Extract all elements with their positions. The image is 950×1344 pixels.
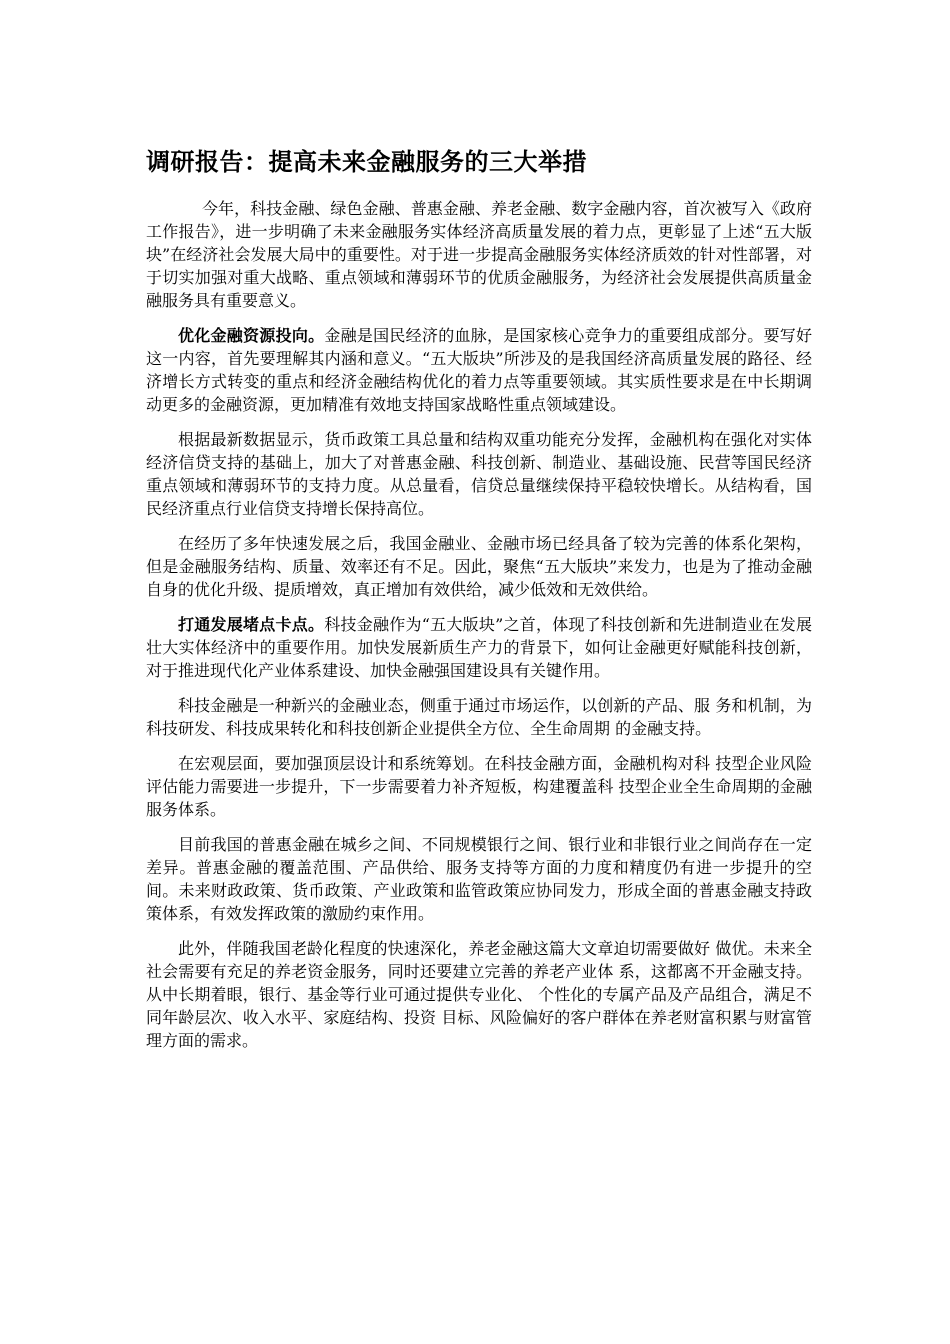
paragraph-inclusive-finance bbox=[146, 833, 812, 925]
paragraph-text: 根据最新数据显示，货币政策工具总量和结构双重功能充分发挥，金融机构在强化对实体经济信贷支持的基础上，加大了对普惠金融、科技创新、制造业、基础设施、民营等国民经济重点领域和薄弱环节的支持力度。从总量看，信贷总量继续保持平稳较快增长。从结构看，国民经济重点行业信贷支持增长保持高位。 bbox=[146, 430, 812, 518]
paragraph-text: 科技金融是一种新兴的金融业态，侧重于通过市场运作，以创新的产品、服 务和机制，为科技研发、科技成果转化和科技创新企业提供全方位、全生命周期 的金融支持。 bbox=[146, 696, 812, 738]
paragraph-intro bbox=[146, 197, 812, 312]
paragraph-pension-finance bbox=[146, 937, 812, 1052]
paragraph-clear-bottlenecks bbox=[146, 613, 812, 682]
paragraph-text: 今年，科技金融、绿色金融、普惠金融、养老金融、数字金融内容，首次被写入《政府工作报告》，进一步明确了未来金融服务实体经济高质量发展的着力点，更彰显了上述“五大版块”在经济社会发展大局中的重要性。对于进一步提高金融服务实体经济质效的针对性部署，对于切实加强对重大战略、重点领域和薄弱环节的优质金融服务，为经济社会发展提供高质量金融服务具有重要意义。 bbox=[146, 199, 812, 310]
paragraph-tech-finance bbox=[146, 694, 812, 740]
paragraph-macro-level bbox=[146, 752, 812, 821]
paragraph-text: 在宏观层面，要加强顶层设计和系统筹划。在科技金融方面，金融机构对科 技型企业风险评估能力需要进一步提升，下一步需要着力补齐短板，构建覆盖科 技型企业全生命周期的金融服务体系。 bbox=[146, 754, 812, 819]
paragraph-latest-data bbox=[146, 428, 812, 520]
paragraph-lead-heading: 打通发展堵点卡点。 bbox=[178, 615, 325, 634]
paragraph-text: 科技金融作为“五大版块”之首，体现了科技创新和先进制造业在发展壮大实体经济中的重要作用。加快发展新质生产力的背景下，如何让金融更好赋能科技创新，对于推进现代化产业体系建设、加快金融强国建设具有关键作用。 bbox=[146, 615, 812, 680]
paragraph-text: 在经历了多年快速发展之后，我国金融业、金融市场已经具备了较为完善的体系化架构，但是金融服务结构、质量、效率还有不足。因此，聚焦“五大版块”来发力，也是为了推动金融自身的优化升级、提质增效，真正增加有效供给，减少低效和无效供给。 bbox=[146, 534, 812, 599]
document-page bbox=[146, 145, 812, 1064]
paragraph-text: 目前我国的普惠金融在城乡之间、不同规模银行之间、银行业和非银行业之间尚存在一定差异。普惠金融的覆盖范围、产品供给、服务支持等方面的力度和精度仍有进一步提升的空间。未来财政政策、货币政策、产业政策和监管政策应协同发力，形成全面的普惠金融支持政策体系，有效发挥政策的激励约束作用。 bbox=[146, 835, 812, 923]
paragraph-lead-heading: 优化金融资源投向。 bbox=[178, 326, 325, 345]
paragraph-optimize-resources bbox=[146, 324, 812, 416]
document-title: 调研报告：提高未来金融服务的三大举措 bbox=[146, 148, 587, 176]
paragraph-financial-system bbox=[146, 532, 812, 601]
paragraph-text: 金融是国民经济的血脉，是国家核心竞争力的重要组成部分。要写好这一内容，首先要理解其内涵和意义。“五大版块”所涉及的是我国经济高质量发展的路径、经济增长方式转变的重点和经济金融结构优化的着力点等重要领域。其实质性要求是在中长期调动更多的金融资源，更加精准有效地支持国家战略性重点领域建设。 bbox=[146, 326, 812, 414]
paragraph-text: 此外，伴随我国老龄化程度的快速深化，养老金融这篇大文章迫切需要做好 做优。未来全社会需要有充足的养老资金服务，同时还要建立完善的养老产业体 系，这都离不开金融支持。从中长期着眼，银行、基金等行业可通过提供专业化、 个性化的专属产品及产品组合，满足不同年龄层次、收入水平、家庭结构、投资 目标、风险偏好的客户群体在养老财富积累与财富管理方面的需求。 bbox=[146, 939, 812, 1050]
